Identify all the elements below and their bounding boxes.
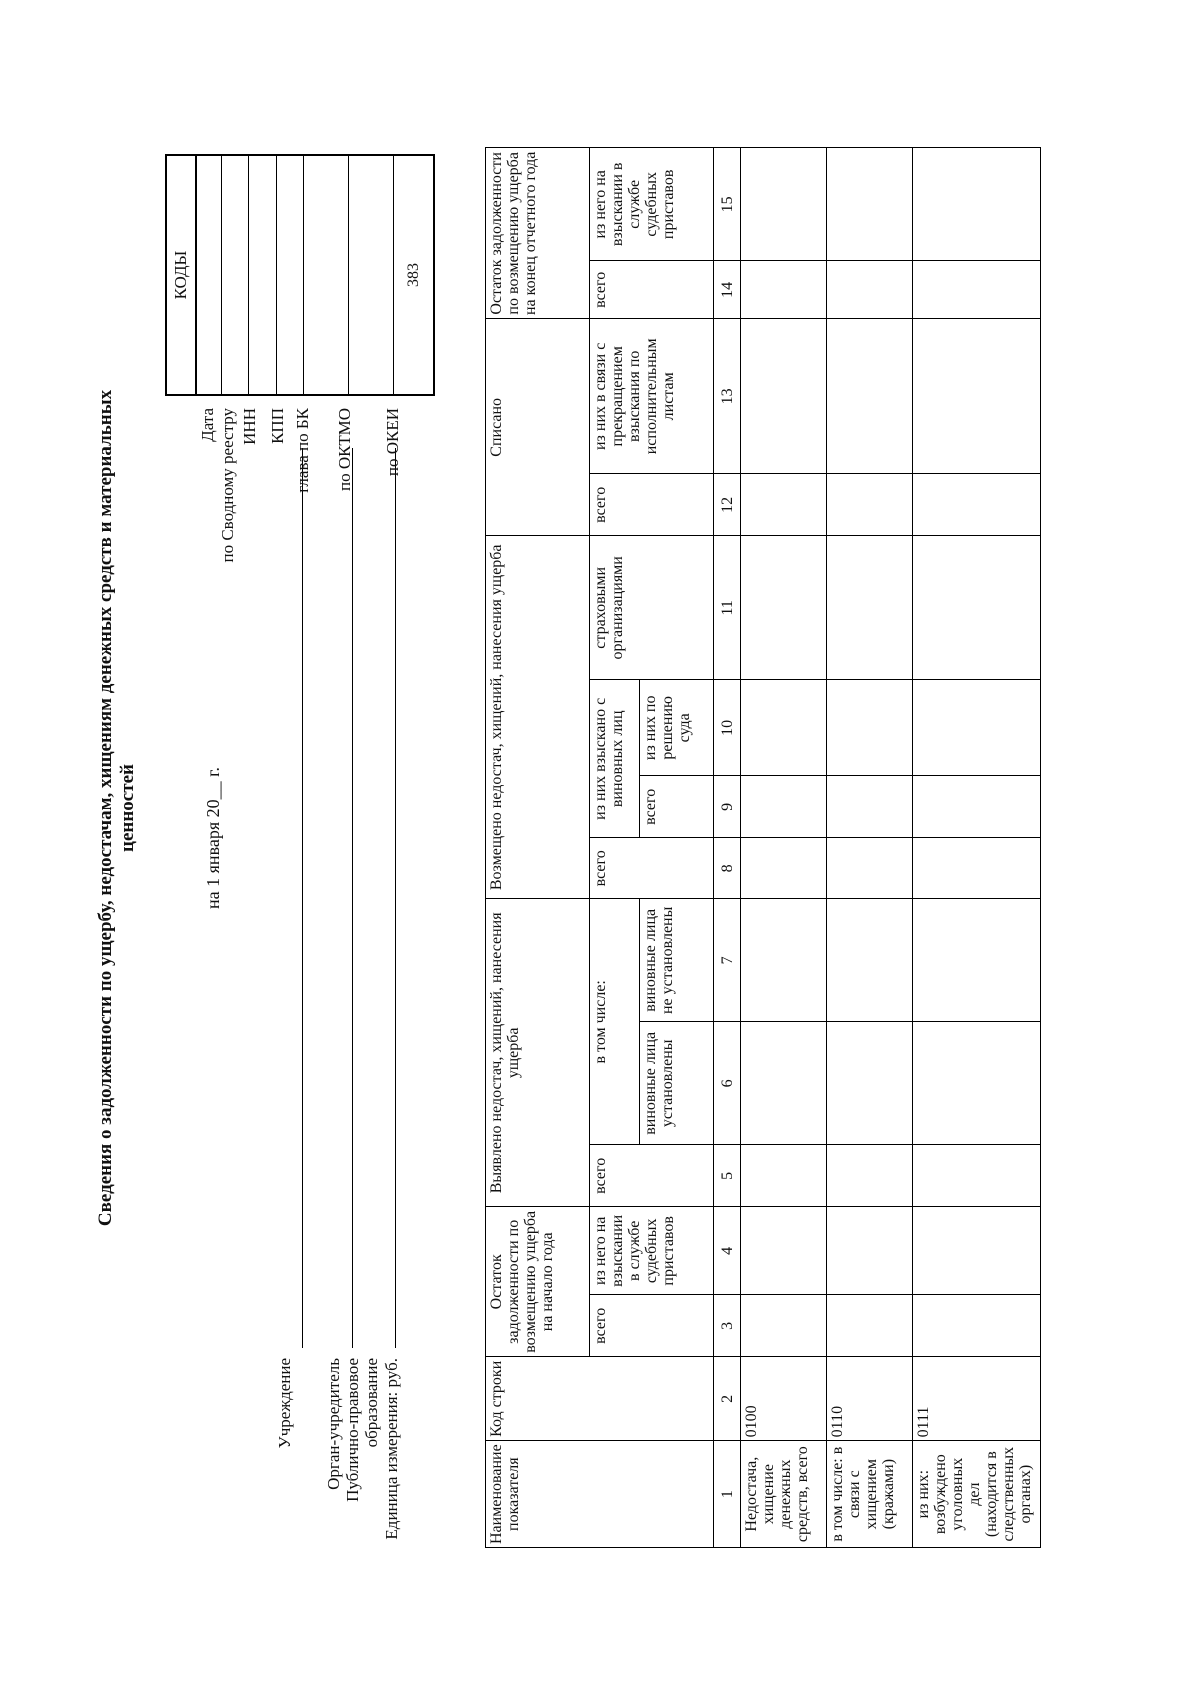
col-number: 15 [714, 148, 741, 261]
table-row [913, 148, 1041, 1548]
col-number: 5 [714, 1145, 741, 1207]
col-number: 11 [714, 536, 741, 680]
codes-kpp-label: КПП [268, 408, 287, 444]
value-cell[interactable] [741, 474, 827, 536]
value-cell[interactable] [827, 1207, 913, 1295]
col-header-rest-end: Остаток задолженности по возмещению ущерба на конец отчетного года [486, 148, 590, 319]
code-oktmo-cell[interactable] [349, 156, 394, 394]
codes-box [165, 154, 435, 396]
col-number: 1 [714, 1441, 741, 1548]
col-header-compensated-total: всего [590, 838, 714, 899]
unit-label: Единица измерения: руб. [382, 1358, 401, 1540]
col-number: 6 [714, 1022, 741, 1145]
codes-bk-label: глава по БК [293, 408, 312, 493]
col-header-written-off-total: всего [590, 474, 714, 536]
ppo-label-line2: образование [362, 1358, 381, 1448]
col-header-rest-end-bailiffs: из него на взыскании в службе судебных приставов [590, 148, 714, 261]
codes-oktmo-label: по ОКТМО [335, 408, 354, 492]
row-name: из них: возбуждено уголовных дел (находится в следственных органах) [913, 1441, 1041, 1548]
codes-date-label: Дата [198, 408, 217, 442]
value-cell[interactable] [827, 1295, 913, 1357]
col-number: 10 [714, 680, 741, 776]
col-number: 12 [714, 474, 741, 536]
row-name: Недостача, хищение денежных средств, всего [741, 1441, 827, 1548]
value-cell[interactable] [913, 536, 1041, 680]
column-number-row [714, 148, 741, 1548]
col-header-rest-start: Остаток задолженности по возмещению ущерба на начало года [486, 1207, 590, 1357]
col-header-name: Наименование показателя [486, 1441, 714, 1548]
value-cell[interactable] [741, 1207, 827, 1295]
value-cell[interactable] [913, 899, 1041, 1022]
value-cell[interactable] [913, 1022, 1041, 1145]
codes-registry-label: по Сводному реестру [218, 408, 237, 563]
value-cell[interactable] [913, 261, 1041, 319]
value-cell[interactable] [827, 899, 913, 1022]
col-number: 4 [714, 1207, 741, 1295]
value-cell[interactable] [741, 261, 827, 319]
col-header-guilty-found: виновные лица установлены [640, 1022, 714, 1145]
value-cell[interactable] [741, 776, 827, 838]
col-header-rest-end-total: всего [590, 261, 714, 319]
value-cell[interactable] [827, 1145, 913, 1207]
value-cell[interactable] [741, 1295, 827, 1357]
col-number: 13 [714, 319, 741, 474]
code-registry-cell[interactable] [222, 156, 249, 394]
code-inn-cell[interactable] [249, 156, 277, 394]
col-number: 7 [714, 899, 741, 1022]
value-cell[interactable] [827, 838, 913, 899]
value-cell[interactable] [827, 474, 913, 536]
value-cell[interactable] [913, 1295, 1041, 1357]
col-number: 8 [714, 838, 741, 899]
col-number: 14 [714, 261, 741, 319]
col-header-including: в том числе: [590, 899, 640, 1145]
col-header-written-off: Списано [486, 319, 590, 536]
value-cell[interactable] [827, 319, 913, 474]
col-header-rest-start-total: всего [590, 1295, 714, 1357]
col-header-termination: из них в связи с прекращением взыскания по исполнительным листам [590, 319, 714, 474]
codes-inn-label: ИНН [240, 408, 259, 445]
codes-okei-label: по ОКЕИ [383, 408, 402, 477]
code-date-cell[interactable] [195, 156, 222, 394]
col-header-code: Код строки [486, 1357, 714, 1441]
value-cell[interactable] [913, 680, 1041, 776]
col-number: 2 [714, 1357, 741, 1441]
col-header-from-guilty: из них взыскано с виновных лиц [590, 680, 640, 838]
value-cell[interactable] [741, 319, 827, 474]
value-cell[interactable] [741, 1022, 827, 1145]
code-okei-cell: 383 [405, 263, 422, 287]
col-number: 3 [714, 1295, 741, 1357]
table-row [827, 148, 913, 1548]
report-table [485, 147, 1041, 1548]
page-title: Сведения о задолженности по ущербу, недостачам, хищениям денежных средств и материальных ценностей [95, 389, 138, 1227]
value-cell[interactable] [827, 776, 913, 838]
value-cell[interactable] [741, 1145, 827, 1207]
value-cell[interactable] [741, 838, 827, 899]
value-cell[interactable] [913, 776, 1041, 838]
institution-label: Учреждение [275, 1358, 294, 1449]
value-cell[interactable] [913, 838, 1041, 899]
value-cell[interactable] [741, 536, 827, 680]
value-cell[interactable] [741, 148, 827, 261]
col-header-detected: Выявлено недостач, хищений, нанесения ущерба [486, 899, 590, 1207]
table-row [741, 148, 827, 1548]
value-cell[interactable] [913, 148, 1041, 261]
col-header-detected-total: всего [590, 1145, 714, 1207]
col-header-rest-start-bailiffs: из него на взыскании в службе судебных приставов [590, 1207, 714, 1295]
value-cell[interactable] [913, 1145, 1041, 1207]
value-cell[interactable] [827, 1022, 913, 1145]
row-name: в том числе: в связи с хищением (кражами) [827, 1441, 913, 1548]
code-bk-cell[interactable] [304, 156, 349, 394]
col-header-compensated: Возмещено недостач, хищений, нанесения ущерба [486, 536, 590, 899]
value-cell[interactable] [741, 899, 827, 1022]
value-cell[interactable] [741, 680, 827, 776]
row-code: 0111 [913, 1357, 1041, 1441]
value-cell[interactable] [913, 474, 1041, 536]
value-cell[interactable] [827, 261, 913, 319]
row-code: 0100 [741, 1357, 827, 1441]
row-code: 0110 [827, 1357, 913, 1441]
col-header-guilty-not-found: виновные лица не установлены [640, 899, 714, 1022]
ppo-label-line1: Публично-правовое [343, 1358, 362, 1502]
code-kpp-cell[interactable] [277, 156, 304, 394]
col-header-from-guilty-total: всего [640, 776, 714, 838]
col-header-by-court: из них по решению суда [640, 680, 714, 776]
value-cell[interactable] [913, 319, 1041, 474]
col-header-insurance: страховыми организациями [590, 536, 714, 680]
value-cell[interactable] [827, 536, 913, 680]
col-number: 9 [714, 776, 741, 838]
codes-header: КОДЫ [167, 156, 197, 394]
value-cell[interactable] [827, 680, 913, 776]
value-cell[interactable] [913, 1207, 1041, 1295]
report-date: на 1 января 20__ г. [203, 767, 223, 909]
value-cell[interactable] [827, 148, 913, 261]
founder-label: Орган-учредитель [324, 1358, 343, 1490]
